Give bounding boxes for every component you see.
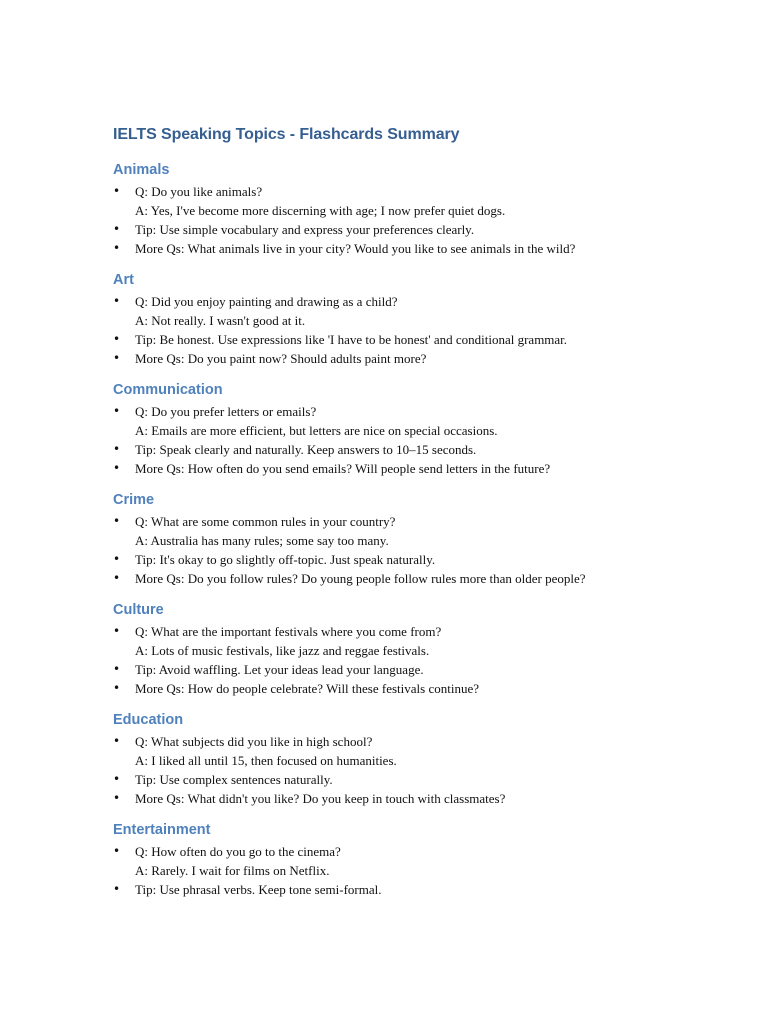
bullet-icon: • (113, 404, 121, 418)
list-item (113, 330, 733, 349)
item-text: More Qs: What didn't you like? Do you keep in touch with classmates? (135, 791, 506, 806)
document-page (113, 124, 733, 911)
bullet-icon: • (113, 882, 121, 896)
item-text: Tip: Be honest. Use expressions like 'I have to be honest' and conditional grammar. (135, 332, 568, 347)
section-heading: Culture (113, 602, 164, 618)
item-text: More Qs: What animals live in your city? Would you like to see animals in the wild? (135, 241, 576, 256)
list-item (113, 182, 733, 220)
bullet-icon: • (113, 662, 121, 676)
answer-text: A: I liked all until 15, then focused on humanities. (135, 753, 397, 768)
section-heading: Communication (113, 382, 223, 398)
sections-container (113, 160, 733, 899)
list-item (113, 569, 733, 588)
list-item (113, 349, 733, 368)
bullet-icon: • (113, 241, 121, 255)
section-communication (113, 380, 733, 478)
bullet-icon: • (113, 552, 121, 566)
bullet-list (113, 732, 733, 808)
answer-text: A: Lots of music festivals, like jazz and reggae festivals. (135, 643, 430, 658)
bullet-icon: • (113, 681, 121, 695)
answer-text: A: Yes, I've become more discerning with age; I now prefer quiet dogs. (135, 203, 506, 218)
question-text: Q: How often do you go to the cinema? (135, 844, 341, 859)
section-heading: Education (113, 712, 184, 728)
bullet-icon: • (113, 624, 121, 638)
bullet-icon: • (113, 772, 121, 786)
question-text: Q: Do you like animals? (135, 184, 263, 199)
bullet-icon: • (113, 351, 121, 365)
list-item (113, 622, 733, 660)
item-text: Tip: Use simple vocabulary and express your preferences clearly. (135, 222, 475, 237)
section-education (113, 710, 733, 808)
section-entertainment (113, 820, 733, 899)
list-item (113, 440, 733, 459)
bullet-list (113, 182, 733, 258)
list-item (113, 512, 733, 550)
document-title: IELTS Speaking Topics - Flashcards Summary (113, 126, 460, 143)
bullet-icon: • (113, 734, 121, 748)
section-heading: Entertainment (113, 822, 211, 838)
list-item (113, 789, 733, 808)
section-heading: Crime (113, 492, 155, 508)
bullet-icon: • (113, 571, 121, 585)
question-text: Q: Do you prefer letters or emails? (135, 404, 317, 419)
question-text: Q: What are the important festivals where you come from? (135, 624, 442, 639)
section-heading: Animals (113, 162, 170, 178)
item-text: Tip: Use phrasal verbs. Keep tone semi-formal. (135, 882, 382, 897)
bullet-icon: • (113, 514, 121, 528)
list-item (113, 220, 733, 239)
item-text: More Qs: How do people celebrate? Will these festivals continue? (135, 681, 479, 696)
question-text: Q: What subjects did you like in high school? (135, 734, 373, 749)
question-text: Q: Did you enjoy painting and drawing as a child? (135, 294, 398, 309)
item-text: More Qs: Do you follow rules? Do young people follow rules more than older people? (135, 571, 586, 586)
answer-text: A: Not really. I wasn't good at it. (135, 313, 306, 328)
list-item (113, 770, 733, 789)
answer-text: A: Rarely. I wait for films on Netflix. (135, 863, 330, 878)
section-culture (113, 600, 733, 698)
section-art (113, 270, 733, 368)
bullet-icon: • (113, 222, 121, 236)
list-item (113, 239, 733, 258)
bullet-icon: • (113, 184, 121, 198)
item-text: More Qs: How often do you send emails? Will people send letters in the future? (135, 461, 551, 476)
list-item (113, 880, 733, 899)
list-item (113, 732, 733, 770)
item-text: More Qs: Do you paint now? Should adults paint more? (135, 351, 427, 366)
bullet-icon: • (113, 332, 121, 346)
answer-text: A: Emails are more efficient, but letters are nice on special occasions. (135, 423, 498, 438)
list-item (113, 459, 733, 478)
list-item (113, 550, 733, 569)
list-item (113, 842, 733, 880)
bullet-icon: • (113, 442, 121, 456)
bullet-list (113, 402, 733, 478)
item-text: Tip: Avoid waffling. Let your ideas lead your language. (135, 662, 424, 677)
bullet-icon: • (113, 294, 121, 308)
bullet-list (113, 622, 733, 698)
bullet-list (113, 292, 733, 368)
list-item (113, 292, 733, 330)
list-item (113, 402, 733, 440)
bullet-list (113, 512, 733, 588)
bullet-list (113, 842, 733, 899)
item-text: Tip: Speak clearly and naturally. Keep answers to 10–15 seconds. (135, 442, 477, 457)
list-item (113, 679, 733, 698)
section-crime (113, 490, 733, 588)
item-text: Tip: Use complex sentences naturally. (135, 772, 333, 787)
bullet-icon: • (113, 461, 121, 475)
list-item (113, 660, 733, 679)
question-text: Q: What are some common rules in your country? (135, 514, 396, 529)
item-text: Tip: It's okay to go slightly off-topic. Just speak naturally. (135, 552, 436, 567)
section-heading: Art (113, 272, 134, 288)
section-animals (113, 160, 733, 258)
answer-text: A: Australia has many rules; some say too many. (135, 533, 389, 548)
bullet-icon: • (113, 844, 121, 858)
bullet-icon: • (113, 791, 121, 805)
